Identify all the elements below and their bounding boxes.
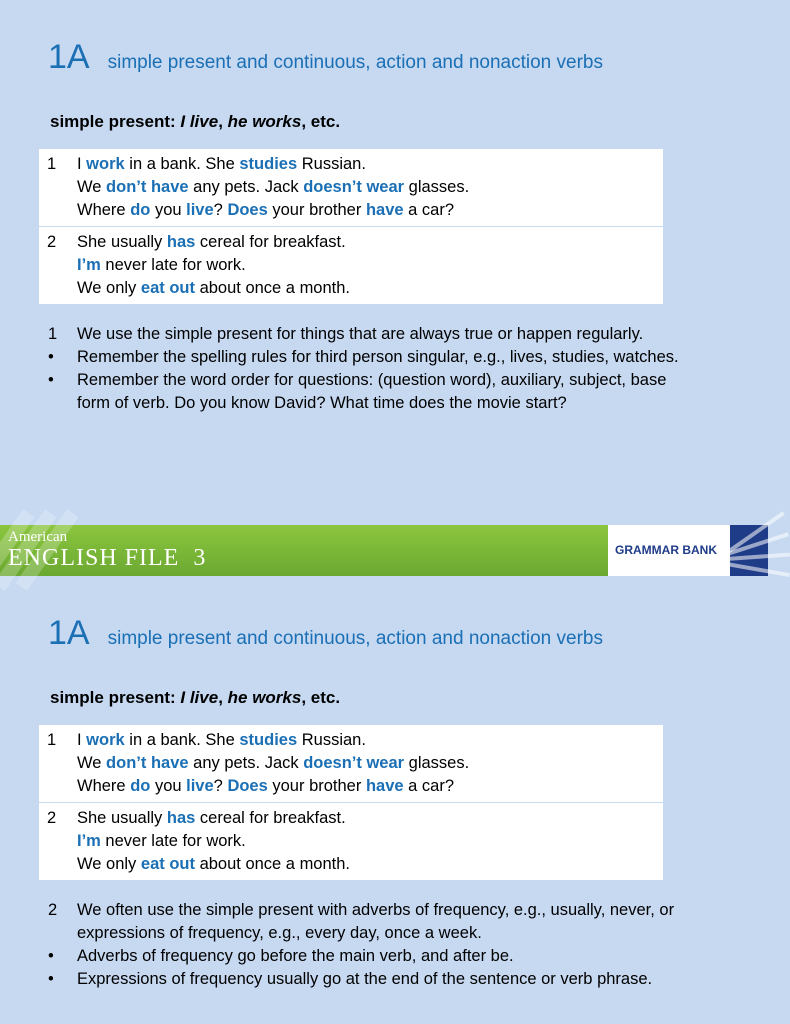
example-line: We don’t have any pets. Jack doesn’t wear glasses. (77, 178, 470, 196)
example-line: I’m never late for work. (77, 256, 246, 274)
example-group-1: 1 I work in a bank. She studies Russian. We don’t have any pets. Jack doesn’t wear glasses. Where do you live? Does your brother have a car? (39, 725, 663, 802)
rule-item: 2 We often use the simple present with adverbs of frequency, e.g., usually, never, or expressions of frequency, e.g., every day, once a week. (48, 901, 675, 942)
slide-header (48, 38, 603, 77)
rule-item: 1 We use the simple present for things that are always true or happen regularly. (48, 325, 644, 343)
example-line: We don’t have any pets. Jack doesn’t wear glasses. (77, 754, 470, 772)
example-group-2: 2 She usually has cereal for breakfast. I’m never late for work. We only eat out about once a month. (39, 226, 663, 304)
lesson-code: 1A (48, 38, 90, 76)
bullet-item: • Remember the spelling rules for third person singular, e.g., lives, studies, watches. (48, 348, 679, 366)
example-line: She usually has cereal for breakfast. (77, 233, 346, 251)
sunburst-icon (730, 525, 768, 576)
example-group-2: 2 She usually has cereal for breakfast. I’m never late for work. We only eat out about once a month. (39, 802, 663, 880)
example-line: Where do you live? Does your brother have a car? (77, 201, 454, 219)
brand-logo: American ENGLISH FILE 3 (0, 525, 608, 576)
example-line: We only eat out about once a month. (77, 279, 351, 297)
lesson-code: 1A (48, 614, 90, 652)
slide-2 (0, 576, 768, 1024)
example-line: She usually has cereal for breakfast. (77, 809, 346, 827)
bullet-item: • Remember the word order for questions: (question word), auxiliary, subject, base form of verb. Do you know David? What time does the movie start? (48, 371, 667, 412)
subtitle: simple present: I live, he works, etc. (50, 112, 341, 131)
section-label: GRAMMAR BANK (615, 543, 717, 557)
rule-notes (48, 899, 688, 991)
example-line: I work in a bank. She studies Russian. (77, 155, 366, 173)
example-line: I work in a bank. She studies Russian. (77, 731, 366, 749)
example-line: We only eat out about once a month. (77, 855, 351, 873)
example-group-1: 1 I work in a bank. She studies Russian. We don’t have any pets. Jack doesn’t wear glasses. Where do you live? Does your brother have a car? (39, 149, 663, 226)
lesson-title: simple present and continuous, action and nonaction verbs (107, 628, 603, 649)
subtitle: simple present: I live, he works, etc. (50, 688, 341, 707)
rule-notes (48, 323, 688, 415)
bullet-item: • Adverbs of frequency go before the main verb, and after be. (48, 947, 514, 965)
slide-header (48, 614, 603, 653)
examples-box (39, 725, 663, 880)
example-line: Where do you live? Does your brother have a car? (77, 777, 454, 795)
example-line: I’m never late for work. (77, 832, 246, 850)
lesson-title: simple present and continuous, action and nonaction verbs (107, 52, 603, 73)
bullet-item: • Expressions of frequency usually go at the end of the sentence or verb phrase. (48, 970, 653, 988)
examples-box (39, 149, 663, 304)
footer-banner (0, 525, 768, 576)
